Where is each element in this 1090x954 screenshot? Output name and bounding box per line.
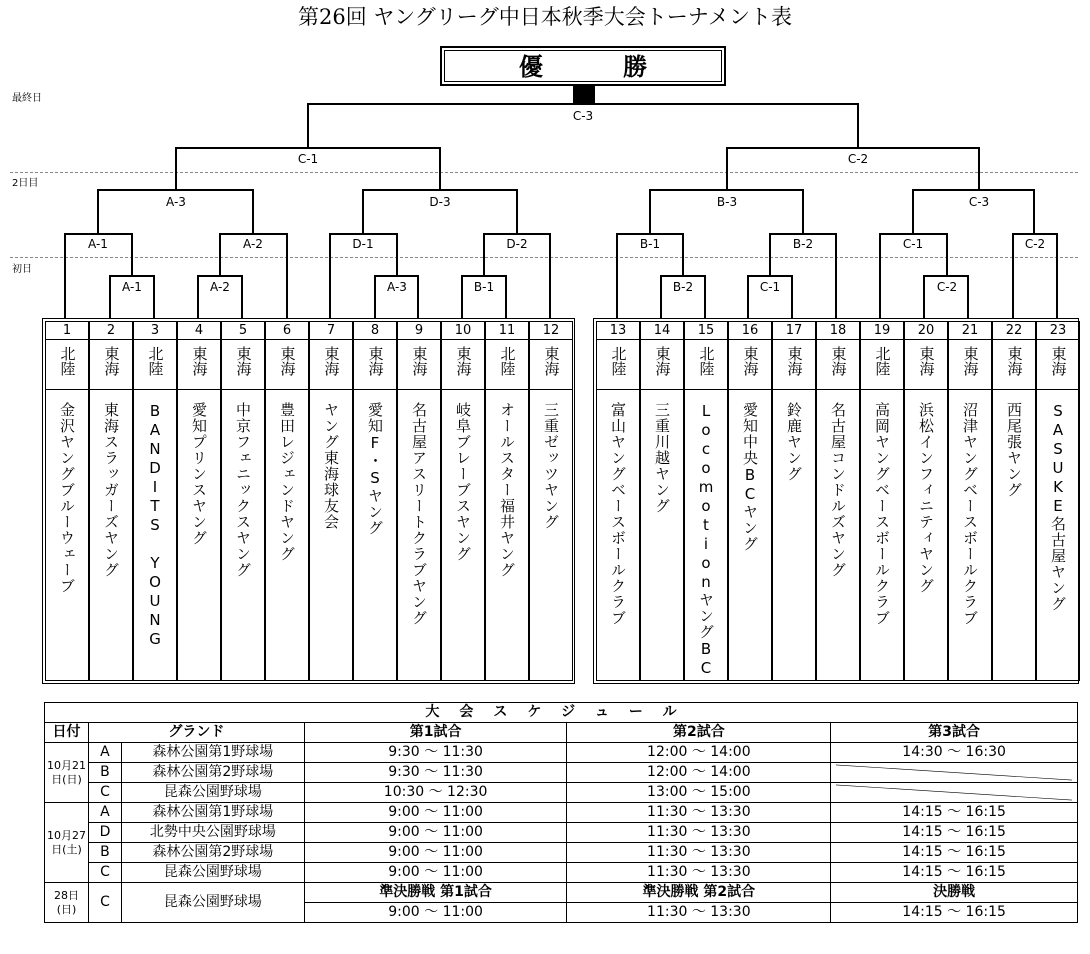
match-label: D-1 — [352, 237, 374, 251]
team-number: 8 — [354, 322, 396, 340]
team-grid-left — [42, 318, 575, 684]
ground-code: C — [88, 783, 121, 803]
game2-label: 準決勝戦 第2試合 — [567, 883, 831, 903]
ground-code: D — [88, 823, 121, 843]
match-label: C-2 — [936, 280, 958, 294]
team-column — [684, 321, 728, 681]
champion-label: 優 勝 — [444, 50, 722, 82]
team-column — [529, 321, 573, 681]
game2-time: 11:30 ～ 13:30 — [567, 903, 831, 923]
team-region: 東海 — [398, 340, 440, 390]
team-grid-right — [593, 318, 1079, 684]
header-date: 日付 — [45, 723, 89, 743]
game1-time: 9:00 ～ 11:00 — [304, 823, 567, 843]
team-column — [265, 321, 309, 681]
team-region: 東海 — [266, 340, 308, 390]
game2-time: 13:00 ～ 15:00 — [567, 783, 831, 803]
team-number: 15 — [685, 322, 727, 340]
team-name: ヤング東海球友会 — [322, 402, 340, 530]
team-region: 東海 — [354, 340, 396, 390]
team-number: 3 — [134, 322, 176, 340]
team-number: 13 — [597, 322, 639, 340]
team-name: 岐阜ブレーブスヤング — [454, 402, 472, 562]
team-name: 愛知F・Sヤング — [366, 402, 384, 536]
team-column — [640, 321, 684, 681]
team-region: 東海 — [905, 340, 947, 390]
match-label: C-3 — [968, 195, 990, 209]
team-name: 三重川越ヤング — [653, 402, 671, 514]
team-column — [485, 321, 529, 681]
team-column — [860, 321, 904, 681]
game1-time: 9:30 ～ 11:30 — [304, 763, 567, 783]
team-region: 東海 — [949, 340, 991, 390]
day-label-day1: 初日 — [12, 264, 32, 275]
ground-code: C — [88, 863, 121, 883]
team-name: 沼津ヤングベースボールクラブ — [961, 402, 979, 626]
match-label: C-2 — [847, 152, 869, 166]
schedule-title: 大会スケジュール — [45, 703, 1078, 723]
team-name: 西尾張ヤング — [1005, 402, 1023, 498]
game2-time: 12:00 ～ 14:00 — [567, 763, 831, 783]
day-label-day2: 2日目 — [12, 178, 39, 189]
ground-name: 森林公園第2野球場 — [121, 843, 304, 863]
game3-time: 14:15 ～ 16:15 — [831, 903, 1078, 923]
team-column — [728, 321, 772, 681]
team-column — [441, 321, 485, 681]
match-label: A-1 — [88, 237, 108, 251]
game1-time: 9:00 ～ 11:00 — [304, 863, 567, 883]
game3-time: 14:15 ～ 16:15 — [831, 803, 1078, 823]
match-label: B-2 — [672, 280, 694, 294]
team-name: 鈴鹿ヤング — [785, 402, 803, 482]
team-region: 東海 — [222, 340, 264, 390]
team-name: 愛知プリンスヤング — [190, 402, 208, 546]
ground-name: 北勢中央公園野球場 — [121, 823, 304, 843]
team-number: 10 — [442, 322, 484, 340]
ground-name: 森林公園第2野球場 — [121, 763, 304, 783]
team-column — [133, 321, 177, 681]
team-number: 19 — [861, 322, 903, 340]
team-region: 北陸 — [861, 340, 903, 390]
team-name: 浜松インフィニティヤング — [917, 402, 935, 594]
match-label: B-2 — [792, 237, 814, 251]
team-column — [596, 321, 640, 681]
ground-name: 昆森公園野球場 — [121, 863, 304, 883]
game1-time: 9:00 ～ 11:00 — [304, 803, 567, 823]
team-column — [45, 321, 89, 681]
team-column — [772, 321, 816, 681]
game2-time: 11:30 ～ 13:30 — [567, 863, 831, 883]
team-number: 22 — [993, 322, 1035, 340]
team-region: 東海 — [641, 340, 683, 390]
game1-label: 準決勝戦 第1試合 — [304, 883, 567, 903]
game3-time: 14:15 ～ 16:15 — [831, 843, 1078, 863]
game1-time: 9:00 ～ 11:00 — [304, 903, 567, 923]
team-region: 北陸 — [134, 340, 176, 390]
game3-label: 決勝戦 — [831, 883, 1078, 903]
team-name: 豊田レジェンドヤング — [278, 402, 296, 562]
team-region: 東海 — [817, 340, 859, 390]
match-label: B-1 — [473, 280, 495, 294]
ground-name: 森林公園第1野球場 — [121, 743, 304, 763]
team-region: 東海 — [178, 340, 220, 390]
header-game1: 第1試合 — [304, 723, 567, 743]
team-name: 高岡ヤングベースボールクラブ — [873, 402, 891, 626]
team-column — [992, 321, 1036, 681]
team-region: 北陸 — [685, 340, 727, 390]
match-label: A-2 — [243, 237, 263, 251]
game3-time — [831, 763, 1078, 783]
team-column — [221, 321, 265, 681]
ground-code: B — [88, 763, 121, 783]
match-label: C-1 — [297, 152, 319, 166]
team-number: 2 — [90, 322, 132, 340]
team-name: 名古屋アスリートクラブヤング — [410, 402, 428, 626]
bracket-lines — [0, 0, 1090, 330]
match-label: C-1 — [902, 237, 924, 251]
team-column — [948, 321, 992, 681]
game2-time: 11:30 ～ 13:30 — [567, 803, 831, 823]
team-number: 4 — [178, 322, 220, 340]
team-region: 東海 — [729, 340, 771, 390]
team-number: 7 — [310, 322, 352, 340]
day-label-final: 最終日 — [12, 93, 42, 104]
team-number: 20 — [905, 322, 947, 340]
match-label: D-3 — [429, 195, 451, 209]
team-number: 17 — [773, 322, 815, 340]
team-region: 東海 — [773, 340, 815, 390]
ground-name: 昆森公園野球場 — [121, 783, 304, 803]
team-column — [904, 321, 948, 681]
team-region: 北陸 — [597, 340, 639, 390]
team-region: 東海 — [1037, 340, 1079, 390]
game3-time: 14:30 ～ 16:30 — [831, 743, 1078, 763]
team-number: 23 — [1037, 322, 1079, 340]
team-number: 9 — [398, 322, 440, 340]
match-label: A-1 — [122, 280, 142, 294]
page-title: 第26回 ヤングリーグ中日本秋季大会トーナメント表 — [298, 5, 792, 29]
team-column — [177, 321, 221, 681]
match-label: C-2 — [1024, 237, 1046, 251]
team-column — [816, 321, 860, 681]
team-name: SASUKE名古屋ヤング — [1049, 402, 1067, 612]
team-number: 14 — [641, 322, 683, 340]
team-number: 5 — [222, 322, 264, 340]
ground-code: C — [88, 883, 121, 923]
date-cell: 10月21日(日) — [45, 743, 89, 803]
match-label: A-2 — [210, 280, 230, 294]
team-name: 金沢ヤングブルーウェーブ — [58, 402, 76, 594]
team-column — [89, 321, 133, 681]
match-label: A-3 — [387, 280, 407, 294]
team-region: 東海 — [442, 340, 484, 390]
game1-time: 10:30 ～ 12:30 — [304, 783, 567, 803]
game3-time — [831, 783, 1078, 803]
ground-code: A — [88, 743, 121, 763]
team-region: 東海 — [310, 340, 352, 390]
team-name: LocomotionヤングBC — [697, 402, 715, 678]
game2-time: 12:00 ～ 14:00 — [567, 743, 831, 763]
team-name: オールスター福井ヤング — [498, 402, 516, 578]
team-number: 11 — [486, 322, 528, 340]
game3-time: 14:15 ～ 16:15 — [831, 823, 1078, 843]
team-number: 12 — [530, 322, 572, 340]
ground-name: 昆森公園野球場 — [121, 883, 304, 923]
match-label: B-1 — [639, 237, 661, 251]
header-ground: グランド — [88, 723, 304, 743]
game2-time: 11:30 ～ 13:30 — [567, 843, 831, 863]
team-region: 東海 — [90, 340, 132, 390]
schedule-table — [44, 702, 1078, 923]
team-name: 三重ゼッツヤング — [542, 402, 560, 530]
match-label: B-3 — [716, 195, 738, 209]
team-column — [353, 321, 397, 681]
team-name: 東海スラッガーズヤング — [102, 402, 120, 578]
game1-time: 9:00 ～ 11:00 — [304, 843, 567, 863]
team-number: 18 — [817, 322, 859, 340]
match-label: C-1 — [759, 280, 781, 294]
game1-time: 9:30 ～ 11:30 — [304, 743, 567, 763]
team-number: 6 — [266, 322, 308, 340]
team-number: 1 — [46, 322, 88, 340]
team-region: 東海 — [993, 340, 1035, 390]
team-column — [397, 321, 441, 681]
team-number: 21 — [949, 322, 991, 340]
team-column — [309, 321, 353, 681]
header-game2: 第2試合 — [567, 723, 831, 743]
date-cell: 10月27日(土) — [45, 803, 89, 883]
team-column — [1036, 321, 1080, 681]
ground-code: A — [88, 803, 121, 823]
team-number: 16 — [729, 322, 771, 340]
ground-code: B — [88, 843, 121, 863]
team-name: 富山ヤングベースボールクラブ — [609, 402, 627, 626]
team-region: 北陸 — [486, 340, 528, 390]
match-label: A-3 — [166, 195, 186, 209]
game2-time: 11:30 ～ 13:30 — [567, 823, 831, 843]
team-name: 名古屋コンドルズヤング — [829, 402, 847, 578]
match-label: C-3 — [572, 109, 594, 123]
date-cell: 28日(日) — [45, 883, 89, 923]
game3-time: 14:15 ～ 16:15 — [831, 863, 1078, 883]
team-region: 北陸 — [46, 340, 88, 390]
team-name: BANDITS YOUNG — [146, 402, 164, 649]
header-game3: 第3試合 — [831, 723, 1078, 743]
match-label: D-2 — [506, 237, 528, 251]
team-region: 東海 — [530, 340, 572, 390]
team-name: 愛知中央BCヤング — [741, 402, 759, 552]
team-name: 中京フェニックスヤング — [234, 402, 252, 578]
ground-name: 森林公園第1野球場 — [121, 803, 304, 823]
